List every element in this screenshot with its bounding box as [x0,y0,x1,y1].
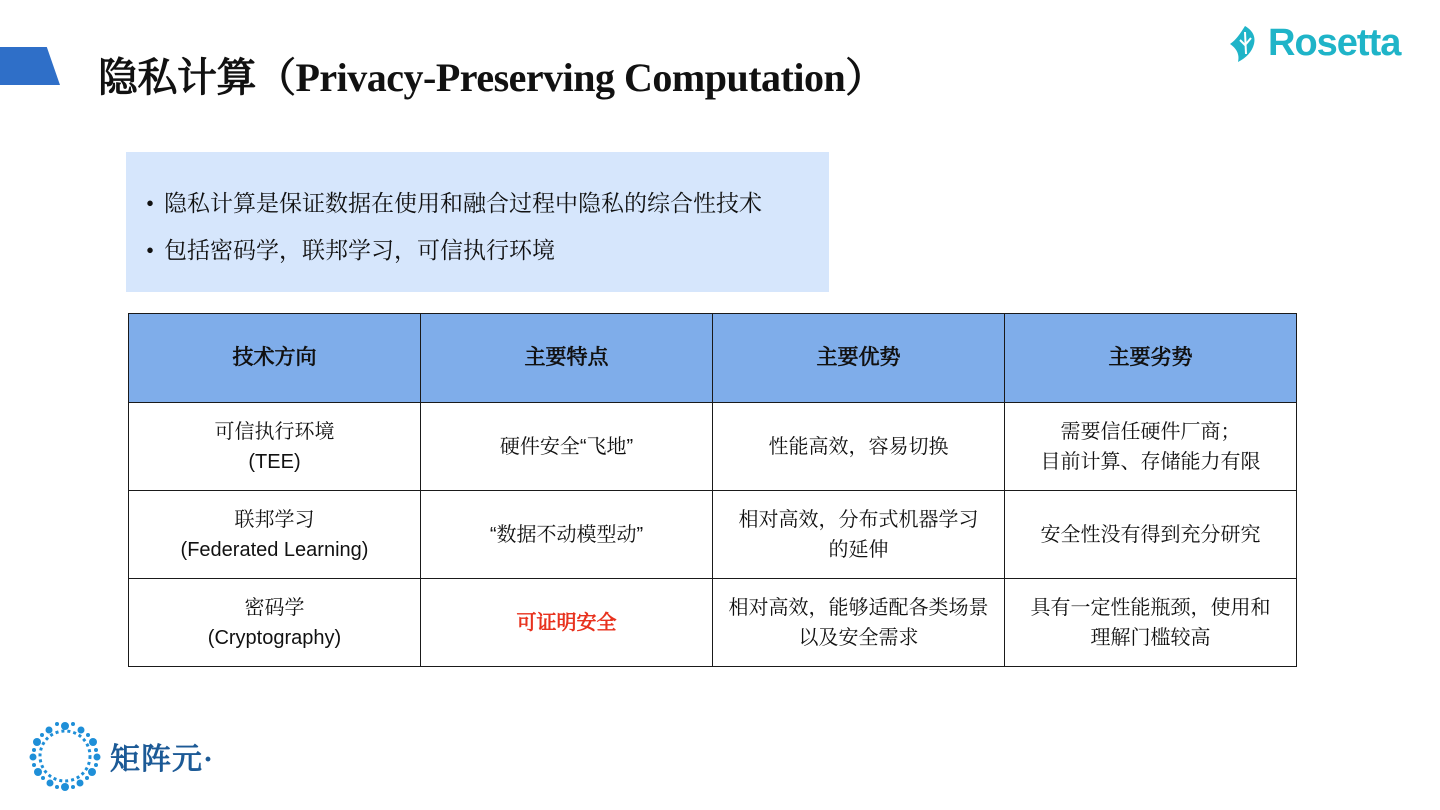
direction-english: (Federated Learning) [180,538,369,561]
advantage-text: 性能高效，容易切换 [768,435,949,458]
feature-text: “数据不动模型动” [489,523,644,546]
cell-feature [421,579,713,667]
table-header-row [129,314,1297,403]
header-disadvantage: 主要劣势 [1005,314,1297,403]
header-feature: 主要特点 [421,314,713,403]
summary-bullet: • 包括密码学，联邦学习，可信执行环境 [146,238,555,263]
cell-advantage [713,579,1005,667]
comparison-table [128,313,1297,667]
feature-text-highlight: 可证明安全 [516,611,617,634]
disadvantage-text: 理解门槛较高 [1090,626,1211,649]
cell-advantage [713,403,1005,491]
cell-feature [421,403,713,491]
advantage-text: 相对高效，分布式机器学习 [738,508,979,531]
disadvantage-text: 安全性没有得到充分研究 [1040,523,1261,546]
cell-feature [421,491,713,579]
cell-direction [129,579,421,667]
summary-bullet-text: 包括密码学，联邦学习，可信执行环境 [164,238,555,263]
table-row [129,579,1297,667]
feature-text: 硬件安全“飞地” [499,435,634,458]
cell-disadvantage [1005,403,1297,491]
table-row [129,491,1297,579]
disadvantage-text: 目前计算、存储能力有限 [1040,450,1261,473]
disadvantage-text: 具有一定性能瓶颈，使用和 [1030,596,1271,619]
direction-english: (Cryptography) [207,626,342,649]
direction-name: 密码学 [244,596,305,619]
rosetta-leaf-icon [1226,24,1264,64]
direction-name: 联邦学习 [234,508,315,531]
cell-disadvantage [1005,491,1297,579]
cell-direction [129,491,421,579]
summary-bullet-text: 隐私计算是保证数据在使用和融合过程中隐私的综合性技术 [164,191,762,216]
direction-english: (TEE) [248,450,301,473]
advantage-text: 的延伸 [828,538,889,561]
summary-bullet: • 隐私计算是保证数据在使用和融合过程中隐私的综合性技术 [146,191,762,216]
advantage-text: 相对高效，能够适配各类场景 [728,596,989,619]
header-direction: 技术方向 [129,314,421,403]
matrix-element-name: 矩阵元· [110,743,215,776]
cell-disadvantage [1005,579,1297,667]
cell-direction [129,403,421,491]
advantage-text: 以及安全需求 [798,626,919,649]
cell-advantage [713,491,1005,579]
direction-name: 可信执行环境 [214,420,335,443]
summary-box [126,152,829,292]
title-accent-bar [0,47,60,85]
header-advantage: 主要优势 [713,314,1005,403]
matrix-element-logo [26,720,214,792]
table-row [129,403,1297,491]
disadvantage-text: 需要信任硬件厂商； [1060,420,1241,443]
rosetta-logo [1226,22,1400,65]
rosetta-brand-text: Rosetta [1268,22,1401,64]
starburst-ring-icon [26,720,104,792]
page-title: 隐私计算（Privacy-Preserving Computation） [98,55,885,100]
